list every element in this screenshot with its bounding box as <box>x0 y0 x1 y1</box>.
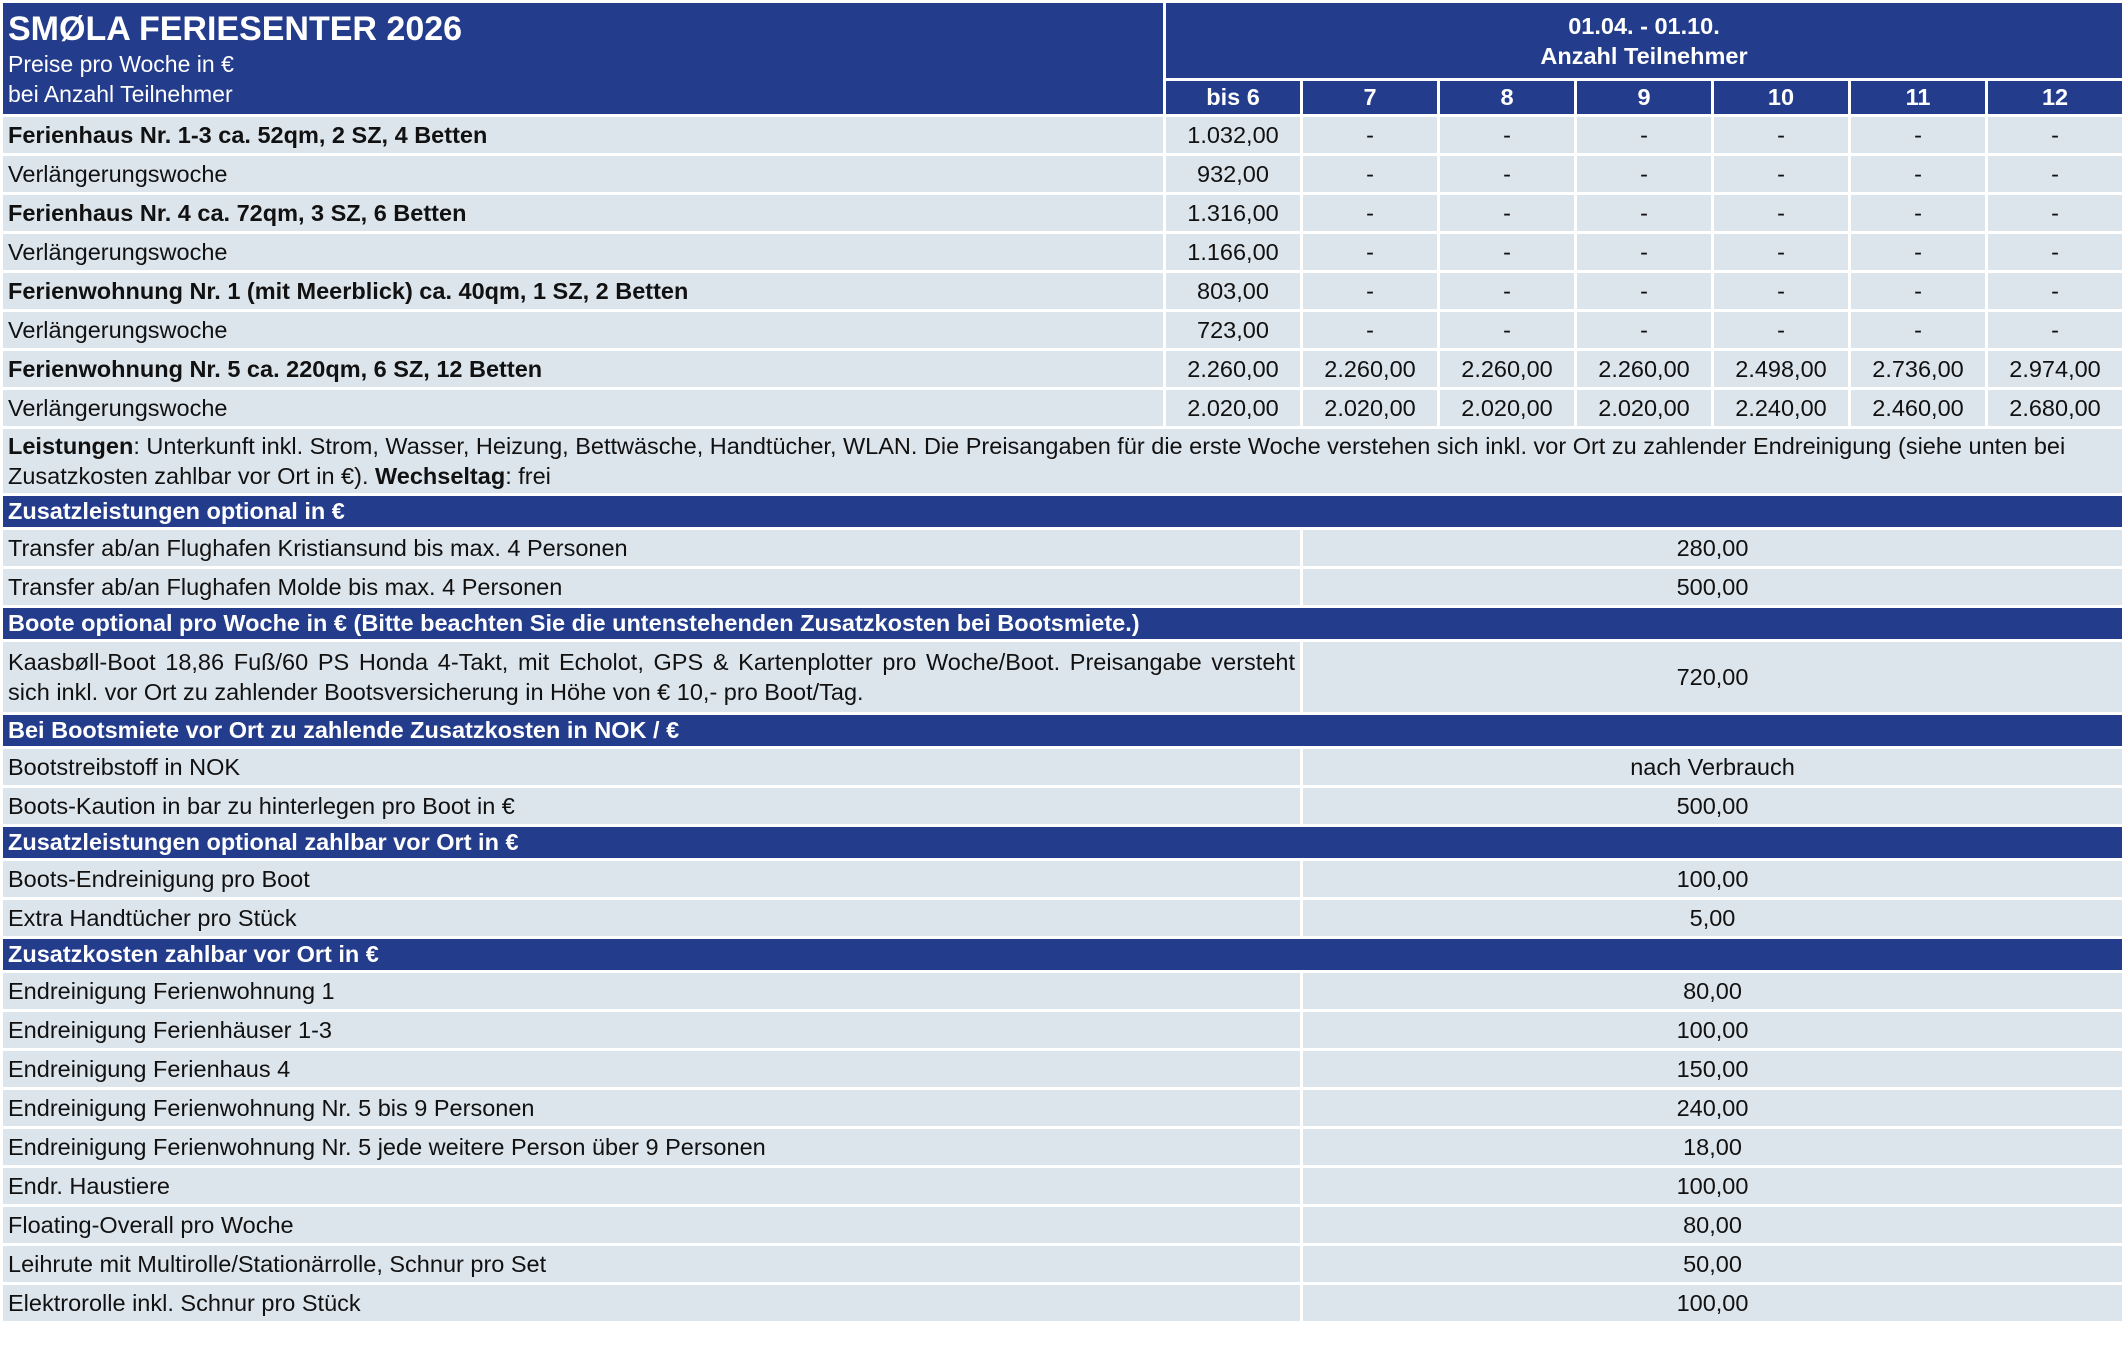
section-title: Zusatzleistungen optional in € <box>3 496 2122 527</box>
section-row <box>3 1207 2122 1243</box>
section-row-label: Kaasbøll-Boot 18,86 Fuß/60 PS Honda 4-Takt, mit Echolot, GPS & Kartenplotter pro Woche/Boot. Preisangabe versteht sich inkl. vor Ort zu zahlender Bootsversicherung in Höhe von € 10,- pro Boot/Tag. <box>3 642 1300 712</box>
price-cell: - <box>1440 273 1574 309</box>
price-cell: 932,00 <box>1166 156 1300 192</box>
price-row <box>3 312 2122 348</box>
section-title: Boote optional pro Woche in € (Bitte beachten Sie die untenstehenden Zusatzkosten bei Bootsmiete.) <box>3 608 2122 639</box>
section-row-value: 5,00 <box>1303 900 2122 936</box>
section-header-row <box>3 827 2122 858</box>
leistungen-row <box>3 429 2122 493</box>
section-row <box>3 1246 2122 1282</box>
section-row-value: 720,00 <box>1303 642 2122 712</box>
price-cell: - <box>1303 195 1437 231</box>
price-cell: 803,00 <box>1166 273 1300 309</box>
section-row <box>3 900 2122 936</box>
price-row-label: Verlängerungswoche <box>3 390 1163 426</box>
section-row-value: 240,00 <box>1303 1090 2122 1126</box>
price-cell: - <box>1851 156 1985 192</box>
title-block <box>3 3 1163 114</box>
section-row-value: 80,00 <box>1303 1207 2122 1243</box>
price-cell: 2.736,00 <box>1851 351 1985 387</box>
price-cell: 1.166,00 <box>1166 234 1300 270</box>
section-row-label: Boots-Endreinigung pro Boot <box>3 861 1300 897</box>
price-cell: 2.020,00 <box>1577 390 1711 426</box>
price-row-label: Ferienhaus Nr. 1-3 ca. 52qm, 2 SZ, 4 Betten <box>3 117 1163 153</box>
section-row-value: 280,00 <box>1303 530 2122 566</box>
column-header-6: 11 <box>1851 81 1985 114</box>
price-cell: - <box>1988 117 2122 153</box>
wechseltag-label: Wechseltag <box>375 463 506 489</box>
price-cell: - <box>1851 234 1985 270</box>
section-row-value: 80,00 <box>1303 973 2122 1009</box>
price-cell: 2.498,00 <box>1714 351 1848 387</box>
price-cell: - <box>1303 273 1437 309</box>
section-row-label: Floating-Overall pro Woche <box>3 1207 1300 1243</box>
price-cell: - <box>1440 156 1574 192</box>
section-row <box>3 1129 2122 1165</box>
section-row <box>3 1168 2122 1204</box>
column-header-2: 7 <box>1303 81 1437 114</box>
section-row-label: Leihrute mit Multirolle/Stationärrolle, Schnur pro Set <box>3 1246 1300 1282</box>
price-table-body <box>3 3 2122 1321</box>
price-cell: - <box>1714 312 1848 348</box>
price-cell: 2.260,00 <box>1440 351 1574 387</box>
price-cell: 2.020,00 <box>1303 390 1437 426</box>
period-header <box>1166 3 2122 78</box>
price-cell: 2.260,00 <box>1303 351 1437 387</box>
section-row-label: Transfer ab/an Flughafen Kristiansund bis max. 4 Personen <box>3 530 1300 566</box>
price-cell: - <box>1714 234 1848 270</box>
column-header-4: 9 <box>1577 81 1711 114</box>
column-header-7: 12 <box>1988 81 2122 114</box>
section-header-row <box>3 496 2122 527</box>
section-title: Zusatzleistungen optional zahlbar vor Ort in € <box>3 827 2122 858</box>
price-cell: 2.260,00 <box>1577 351 1711 387</box>
section-row <box>3 530 2122 566</box>
price-cell: - <box>1440 312 1574 348</box>
price-cell: 2.020,00 <box>1440 390 1574 426</box>
section-row-label: Transfer ab/an Flughafen Molde bis max. 4 Personen <box>3 569 1300 605</box>
price-cell: - <box>1988 234 2122 270</box>
leistungen-text <box>3 429 2122 493</box>
section-row-value: 500,00 <box>1303 788 2122 824</box>
price-cell: - <box>1577 273 1711 309</box>
section-row <box>3 1051 2122 1087</box>
section-row <box>3 569 2122 605</box>
section-row-label: Bootstreibstoff in NOK <box>3 749 1300 785</box>
price-cell: 2.974,00 <box>1988 351 2122 387</box>
price-cell: - <box>1440 117 1574 153</box>
section-row-label: Endreinigung Ferienwohnung 1 <box>3 973 1300 1009</box>
section-row-label: Endreinigung Ferienhaus 4 <box>3 1051 1300 1087</box>
section-row-value: 100,00 <box>1303 1285 2122 1321</box>
price-cell: 2.020,00 <box>1166 390 1300 426</box>
section-row <box>3 973 2122 1009</box>
price-cell: 1.032,00 <box>1166 117 1300 153</box>
section-row-value: 500,00 <box>1303 569 2122 605</box>
price-cell: - <box>1988 156 2122 192</box>
subtitle-line-1: Preise pro Woche in € <box>8 51 234 77</box>
column-header-3: 8 <box>1440 81 1574 114</box>
price-row <box>3 156 2122 192</box>
section-row-label: Endreinigung Ferienhäuser 1-3 <box>3 1012 1300 1048</box>
section-row <box>3 749 2122 785</box>
price-cell: - <box>1577 156 1711 192</box>
section-row-value: 100,00 <box>1303 861 2122 897</box>
section-row-value: 150,00 <box>1303 1051 2122 1087</box>
period-dates: 01.04. - 01.10. <box>1568 12 1720 39</box>
section-row-label: Endreinigung Ferienwohnung Nr. 5 bis 9 Personen <box>3 1090 1300 1126</box>
price-row-label: Ferienhaus Nr. 4 ca. 72qm, 3 SZ, 6 Betten <box>3 195 1163 231</box>
column-header-5: 10 <box>1714 81 1848 114</box>
section-title: Zusatzkosten zahlbar vor Ort in € <box>3 939 2122 970</box>
price-row <box>3 117 2122 153</box>
price-cell: - <box>1577 234 1711 270</box>
price-cell: - <box>1714 156 1848 192</box>
price-row <box>3 234 2122 270</box>
price-cell: - <box>1577 312 1711 348</box>
price-cell: 723,00 <box>1166 312 1300 348</box>
price-cell: - <box>1440 234 1574 270</box>
price-cell: - <box>1988 273 2122 309</box>
section-row-value: 18,00 <box>1303 1129 2122 1165</box>
price-row <box>3 195 2122 231</box>
price-cell: - <box>1303 312 1437 348</box>
section-row <box>3 1285 2122 1321</box>
section-row-value: 100,00 <box>1303 1012 2122 1048</box>
section-row-value: nach Verbrauch <box>1303 749 2122 785</box>
price-cell: 2.460,00 <box>1851 390 1985 426</box>
price-cell: - <box>1577 117 1711 153</box>
period-label: Anzahl Teilnehmer <box>1540 42 1748 69</box>
section-title: Bei Bootsmiete vor Ort zu zahlende Zusatzkosten in NOK / € <box>3 715 2122 746</box>
price-cell: - <box>1303 117 1437 153</box>
section-row-value: 50,00 <box>1303 1246 2122 1282</box>
section-row-label: Boots-Kaution in bar zu hinterlegen pro Boot in € <box>3 788 1300 824</box>
price-cell: - <box>1577 195 1711 231</box>
price-cell: 2.240,00 <box>1714 390 1848 426</box>
section-row <box>3 1012 2122 1048</box>
section-row-value: 100,00 <box>1303 1168 2122 1204</box>
price-cell: - <box>1988 195 2122 231</box>
price-cell: - <box>1851 195 1985 231</box>
price-row-label: Ferienwohnung Nr. 5 ca. 220qm, 6 SZ, 12 Betten <box>3 351 1163 387</box>
section-header-row <box>3 939 2122 970</box>
price-cell: - <box>1303 156 1437 192</box>
section-row <box>3 788 2122 824</box>
page-title: SMØLA FERIESENTER 2026 <box>8 10 463 48</box>
price-row <box>3 390 2122 426</box>
section-header-row <box>3 608 2122 639</box>
price-row <box>3 351 2122 387</box>
price-row-label: Ferienwohnung Nr. 1 (mit Meerblick) ca. 40qm, 1 SZ, 2 Betten <box>3 273 1163 309</box>
header-row-top <box>3 3 2122 78</box>
price-row-label: Verlängerungswoche <box>3 312 1163 348</box>
section-row-label: Elektrorolle inkl. Schnur pro Stück <box>3 1285 1300 1321</box>
section-header-row <box>3 715 2122 746</box>
price-cell: - <box>1714 195 1848 231</box>
section-row <box>3 1090 2122 1126</box>
price-cell: 2.680,00 <box>1988 390 2122 426</box>
leistungen-label: Leistungen <box>8 433 134 459</box>
column-header-1: bis 6 <box>1166 81 1300 114</box>
section-row <box>3 642 2122 712</box>
wechseltag-value: : frei <box>505 463 551 489</box>
price-cell: - <box>1851 273 1985 309</box>
price-cell: 1.316,00 <box>1166 195 1300 231</box>
price-row-label: Verlängerungswoche <box>3 234 1163 270</box>
price-cell: - <box>1851 117 1985 153</box>
price-row <box>3 273 2122 309</box>
price-cell: 2.260,00 <box>1166 351 1300 387</box>
section-row-label: Endreinigung Ferienwohnung Nr. 5 jede weitere Person über 9 Personen <box>3 1129 1300 1165</box>
section-row <box>3 861 2122 897</box>
section-row-label: Endr. Haustiere <box>3 1168 1300 1204</box>
subtitle-line-2: bei Anzahl Teilnehmer <box>8 81 233 107</box>
price-row-label: Verlängerungswoche <box>3 156 1163 192</box>
price-cell: - <box>1988 312 2122 348</box>
price-cell: - <box>1714 273 1848 309</box>
price-cell: - <box>1851 312 1985 348</box>
section-row-label: Extra Handtücher pro Stück <box>3 900 1300 936</box>
price-cell: - <box>1303 234 1437 270</box>
price-cell: - <box>1714 117 1848 153</box>
price-cell: - <box>1440 195 1574 231</box>
leistungen-description: : Unterkunft inkl. Strom, Wasser, Heizung, Bettwäsche, Handtücher, WLAN. Die Preisangaben für die erste Woche verstehen sich inkl. vor Ort zu zahlender Endreinigung (siehe unten bei Zusatzkosten zahlbar vor Ort in €). <box>8 433 2066 489</box>
